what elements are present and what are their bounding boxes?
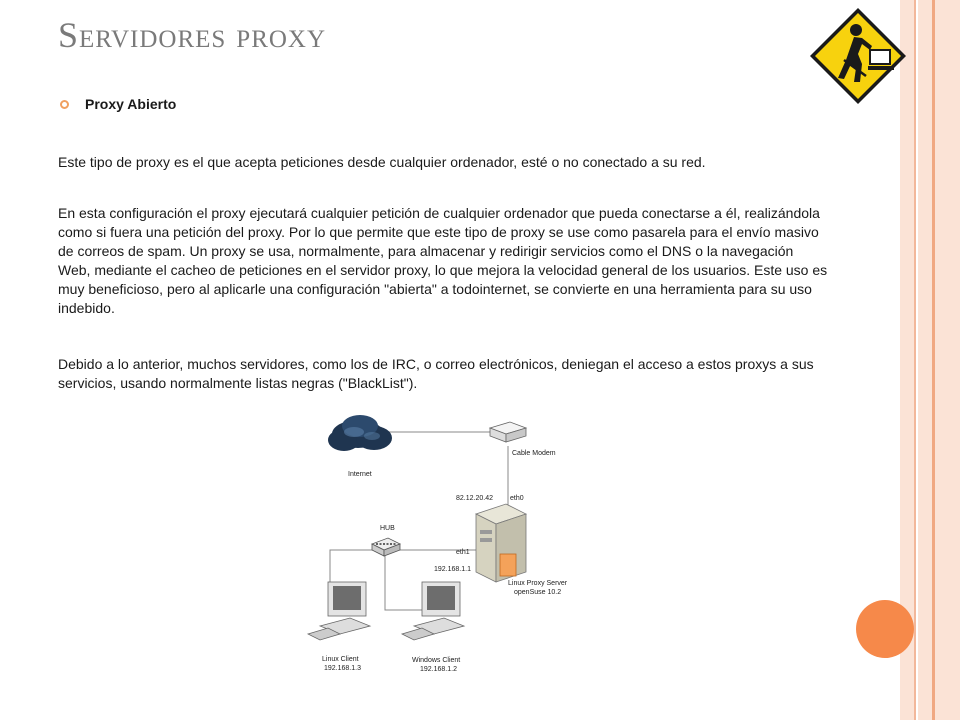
- internet-label: Internet: [348, 471, 372, 478]
- hub-icon: [372, 538, 400, 556]
- slide-title: Servidores proxy: [58, 15, 327, 55]
- bullet-item: [58, 96, 176, 112]
- private-ip-label: 192.168.1.1: [434, 566, 471, 573]
- decorative-orange-circle: [856, 600, 914, 658]
- cable-modem-label: Cable Modem: [512, 450, 556, 457]
- bullet-heading: Proxy Abierto: [85, 96, 177, 112]
- windows-client-label: Windows Client: [412, 657, 461, 664]
- eth0-label: eth0: [510, 495, 524, 502]
- windows-client-ip: 192.168.1.2: [420, 666, 457, 673]
- server-name-label: Linux Proxy Server: [508, 580, 568, 587]
- proxy-server-icon: [476, 504, 526, 582]
- paragraph-3: Debido a lo anterior, muchos servidores, como los de IRC, o correo electrónicos, deniegan el acceso a estos proxys a sus servicios, usando normalmente listas negras ("BlackList").: [58, 356, 814, 391]
- public-ip-label: 82.12.20.42: [456, 495, 493, 502]
- cable-modem-icon: [490, 422, 526, 442]
- paragraph-1: Este tipo de proxy es el que acepta peticiones desde cualquier ordenador, esté o no conectado a su red.: [58, 154, 706, 170]
- bullet-dot-icon: [60, 100, 69, 109]
- linux-client-computer-icon: [308, 582, 370, 640]
- hub-label: HUB: [380, 525, 395, 532]
- linux-client-label: Linux Client: [322, 656, 359, 663]
- construction-worker-sign-icon: [808, 6, 908, 106]
- internet-cloud-icon: [328, 415, 392, 451]
- eth1-label: eth1: [456, 549, 470, 556]
- linux-client-ip: 192.168.1.3: [324, 665, 361, 672]
- server-os-label: openSuse 10.2: [514, 589, 562, 596]
- paragraph-2: En esta configuración el proxy ejecutará cualquier petición de cualquier ordenador que pueda conectarse a él, realizándola como si fuera una petición del proxy. Por lo que permite que este tipo de proxy se use como pasarela para el envío masivo de correos de spam. Un proxy se usa, normalmente, para almacenar y redirigir servicios como el DNS o la navegación Web, mediante el cacheo de peticiones en el servidor proxy, lo que mejora la velocidad general de los usuarios. Este uso es muy beneficioso, pero al aplicarle una configuración "abierta" a todointernet, se convierte en una herramienta para su uso indebido.: [58, 205, 828, 316]
- network-diagram: [300, 404, 600, 684]
- windows-client-computer-icon: [402, 582, 464, 640]
